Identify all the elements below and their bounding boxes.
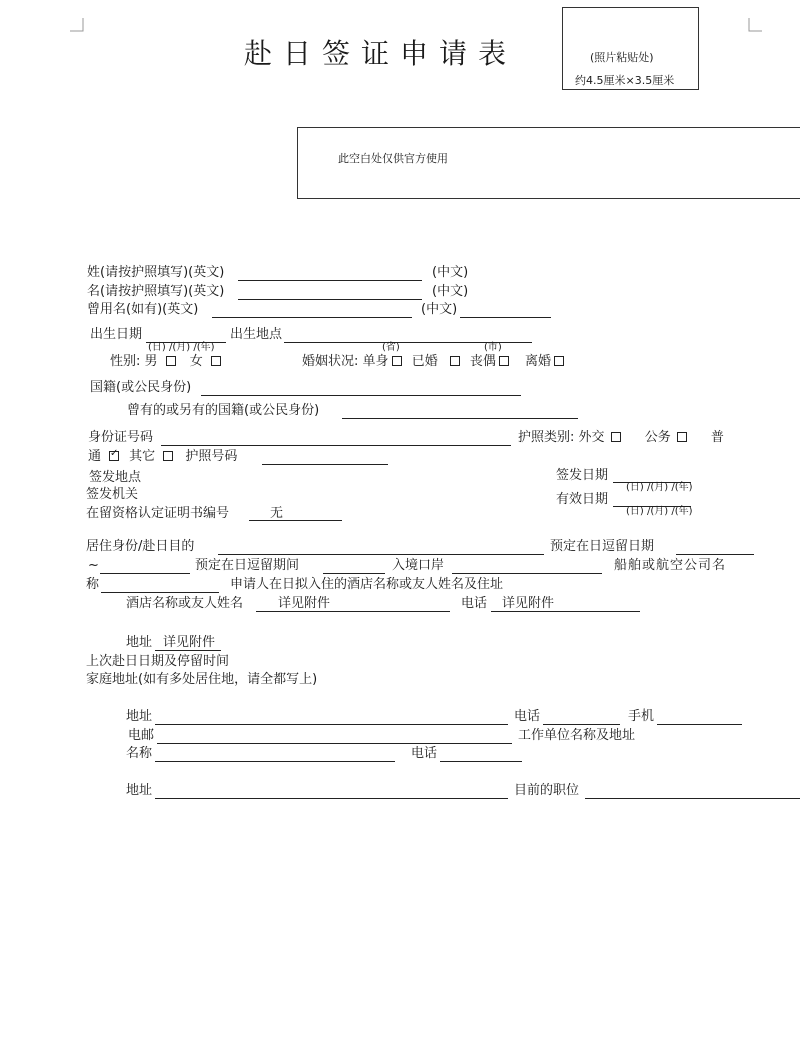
photo-size-label: 约4.5厘米×3.5厘米 (575, 74, 675, 87)
birth-place-label: 出生地点 (230, 327, 283, 342)
former-name-chinese-label: (中文) (421, 302, 458, 317)
work-address-field[interactable] (155, 798, 508, 799)
home-phone-field[interactable] (543, 724, 620, 725)
hotel-intro-label: 申请人在日拟入住的酒店名称或友人姓名及住址 (230, 577, 504, 592)
coe-number-value: 无 (270, 506, 284, 521)
id-number-label: 身份证号码 (88, 430, 154, 445)
ship-airline-field[interactable] (101, 592, 219, 593)
former-nationality-field[interactable] (342, 418, 578, 419)
email-field[interactable] (157, 743, 512, 744)
last-visit-label: 上次赴日日期及停留时间 (86, 654, 230, 669)
ordinary-label-part2: 通 (88, 449, 102, 464)
issue-date-format: (日) /(月) /(年) (626, 482, 693, 493)
mobile-label: 手机 (628, 709, 655, 724)
ordinary-label-part1: 普 (710, 430, 724, 445)
position-field[interactable] (585, 798, 800, 799)
hotel-address-value: 详见附件 (163, 635, 216, 650)
marital-label: 婚姻状况: (302, 354, 359, 369)
ship-airline-label-part2: 称 (86, 577, 100, 592)
hotel-phone-label: 电话 (461, 596, 488, 611)
province-label: (省) (382, 342, 400, 353)
home-address-row-label: 地址 (126, 709, 153, 724)
hotel-name-value: 详见附件 (278, 596, 331, 611)
passport-number-field[interactable] (262, 464, 388, 465)
female-checkbox[interactable] (211, 356, 221, 366)
marital-row (302, 355, 567, 368)
stay-period-field[interactable] (323, 573, 385, 574)
hotel-name-label: 酒店名称或友人姓名 (126, 596, 244, 611)
male-checkbox[interactable] (166, 356, 176, 366)
birth-date-label: 出生日期 (90, 327, 143, 342)
expiry-date-format: (日) /(月) /(年) (626, 506, 693, 517)
passport-type-row-2 (88, 450, 237, 463)
hotel-phone-value: 详见附件 (502, 596, 555, 611)
entry-port-label: 入境口岸 (392, 558, 445, 573)
single-label: 单身 (362, 354, 389, 369)
surname-chinese-label: (中文) (432, 265, 469, 280)
crop-mark-top-right (748, 18, 762, 32)
work-name-label: 名称 (126, 746, 153, 761)
given-name-chinese-label: (中文) (432, 284, 469, 299)
home-phone-label: 电话 (514, 709, 541, 724)
official-label: 公务 (644, 430, 671, 445)
stay-date-label: 预定在日逗留日期 (550, 539, 655, 554)
id-number-field[interactable] (161, 445, 511, 446)
sex-row (110, 355, 224, 368)
passport-type-label: 护照类别: (518, 430, 575, 445)
male-label: 男 (144, 354, 158, 369)
hotel-address-label: 地址 (126, 635, 153, 650)
stay-date-from-field[interactable] (676, 554, 754, 555)
divorced-label: 离婚 (525, 354, 552, 369)
expiry-date-label: 有效日期 (556, 492, 609, 507)
work-phone-label: 电话 (411, 746, 438, 761)
sex-label: 性别: (110, 354, 141, 369)
work-name-field[interactable] (155, 761, 395, 762)
official-use-label: 此空白处仅供官方使用 (338, 152, 448, 165)
former-name-english-field[interactable] (212, 317, 412, 318)
hotel-phone-field[interactable] (491, 611, 640, 612)
home-address-field[interactable] (155, 724, 508, 725)
former-nationality-label: 曾有的或另有的国籍(或公民身份) (127, 403, 320, 418)
entry-port-field[interactable] (452, 573, 602, 574)
divorced-checkbox[interactable] (554, 356, 564, 366)
given-name-label: 名(请按护照填写)(英文) (87, 284, 225, 299)
surname-english-field[interactable] (238, 280, 422, 281)
widowed-checkbox[interactable] (499, 356, 509, 366)
former-name-chinese-field[interactable] (460, 317, 551, 318)
purpose-label: 居住身份/赴日目的 (86, 539, 195, 554)
passport-type-row (518, 431, 724, 444)
passport-number-label: 护照号码 (185, 449, 238, 464)
hotel-name-field[interactable] (256, 611, 450, 612)
page-title: 赴日签证申请表 (244, 37, 518, 70)
email-label: 电邮 (128, 728, 155, 743)
diplomatic-label: 外交 (578, 430, 605, 445)
work-address-label: 地址 (126, 783, 153, 798)
given-name-english-field[interactable] (238, 299, 422, 300)
home-address-label: 家庭地址(如有多处居住地，请全都写上) (86, 672, 318, 687)
issue-authority-label: 签发机关 (86, 487, 139, 502)
nationality-label: 国籍(或公民身份) (90, 380, 192, 395)
photo-label: (照片粘贴处) (590, 51, 654, 64)
diplomatic-checkbox[interactable] (611, 432, 621, 442)
mobile-field[interactable] (657, 724, 742, 725)
ship-airline-label-part1: 船舶或航空公司名 (614, 558, 727, 573)
stay-period-label: 预定在日逗留期间 (195, 558, 300, 573)
married-label: 已婚 (411, 354, 438, 369)
other-label: 其它 (129, 449, 156, 464)
birth-date-format: (日) /(月) /(年) (148, 342, 215, 353)
crop-mark-top-left (70, 18, 84, 32)
former-name-label: 曾用名(如有)(英文) (87, 302, 199, 317)
purpose-field[interactable] (218, 554, 544, 555)
stay-date-to-field[interactable] (100, 573, 190, 574)
position-label: 目前的职位 (514, 783, 580, 798)
other-checkbox[interactable] (163, 451, 173, 461)
official-checkbox[interactable] (677, 432, 687, 442)
work-label: 工作单位名称及地址 (518, 728, 636, 743)
nationality-field[interactable] (201, 395, 521, 396)
hotel-address-field[interactable] (155, 650, 221, 651)
single-checkbox[interactable] (392, 356, 402, 366)
stay-date-tilde: ~ (88, 558, 99, 573)
coe-number-label: 在留资格认定证明书编号 (86, 506, 230, 521)
city-label: (市) (484, 342, 502, 353)
married-checkbox[interactable] (450, 356, 460, 366)
coe-number-field[interactable] (249, 520, 342, 521)
ordinary-checkbox[interactable] (109, 451, 119, 461)
issue-place-label: 签发地点 (89, 470, 142, 485)
widowed-label: 丧偶 (469, 354, 496, 369)
surname-label: 姓(请按护照填写)(英文) (87, 265, 225, 280)
female-label: 女 (189, 354, 203, 369)
work-phone-field[interactable] (440, 761, 522, 762)
issue-date-label: 签发日期 (556, 468, 609, 483)
